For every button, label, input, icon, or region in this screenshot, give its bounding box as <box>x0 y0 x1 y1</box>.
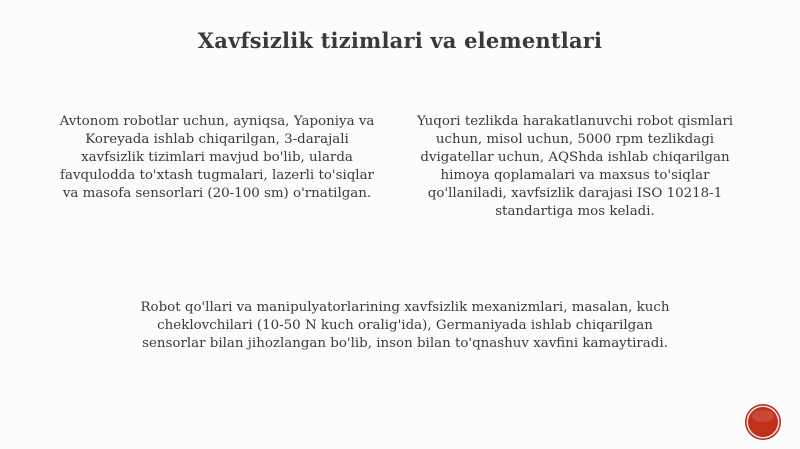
slide-title: Xavfsizlik tizimlari va elementlari <box>197 28 603 53</box>
next-slide-button[interactable] <box>748 407 778 437</box>
paragraph-high-speed-parts: Yuqori tezlikda harakatlanuvchi robot qismlari uchun, misol uchun, 5000 rpm tezlikdagi dvigatellar uchun, AQShda ishlab chiqarilgan himoya qoplamalari va maxsus to'siqlar qo'llaniladi, xavfsizlik darajasi ISO 10218-1 standartiga mos keladi. <box>416 114 734 219</box>
paragraph-autonomous-robots: Avtonom robotlar uchun, ayniqsa, Yaponiya va Koreyada ishlab chiqarilgan, 3-darajali xavfsizlik tizimlari mavjud bo'lib, ularda favqulodda to'xtash tugmalari, lazerli to'siqlar va masofa sensorlari (20-100 sm) o'rnatilgan. <box>59 114 375 201</box>
paragraph-robot-arms: Robot qo'llari va manipulyatorlarining xavfsizlik mexanizmlari, masalan, kuch cheklovchilari (10-50 N kuch oralig'ida), Germaniyada ishlab chiqarilgan sensorlar bilan jihozlangan bo'lib, inson bilan to'qnashuv xavfini kamaytiradi. <box>140 300 670 351</box>
